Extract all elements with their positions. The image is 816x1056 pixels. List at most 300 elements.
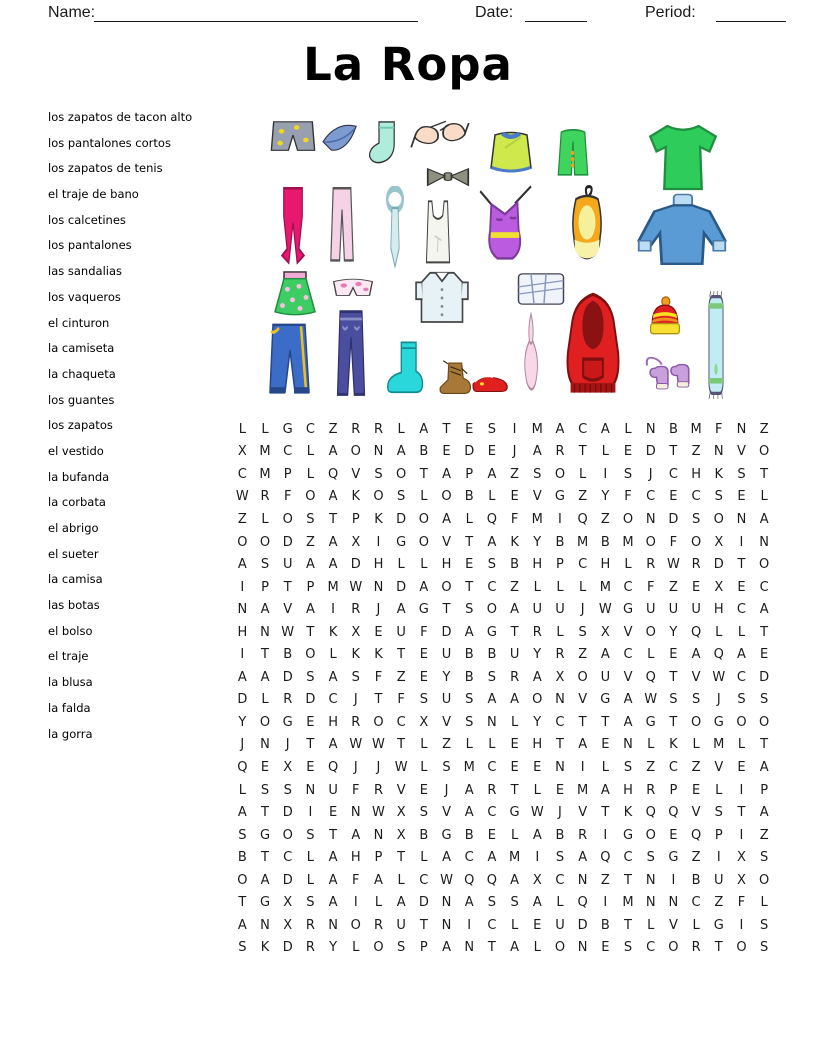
grid-letter[interactable]: D bbox=[350, 557, 361, 573]
grid-letter[interactable]: A bbox=[237, 917, 247, 933]
grid-letter[interactable]: P bbox=[374, 850, 383, 866]
grid-letter[interactable]: Q bbox=[668, 805, 679, 821]
grid-letter[interactable]: P bbox=[465, 466, 474, 482]
grid-letter[interactable]: I bbox=[603, 827, 608, 843]
grid-letter[interactable]: J bbox=[353, 759, 358, 775]
grid-letter[interactable]: C bbox=[328, 692, 338, 708]
grid-letter[interactable]: Z bbox=[691, 759, 701, 775]
grid-letter[interactable]: G bbox=[259, 827, 271, 843]
grid-letter[interactable]: A bbox=[328, 669, 338, 685]
grid-letter[interactable]: A bbox=[759, 759, 769, 775]
grid-letter[interactable]: T bbox=[669, 714, 678, 730]
grid-letter[interactable]: R bbox=[305, 917, 315, 933]
grid-letter[interactable]: S bbox=[465, 692, 474, 708]
grid-letter[interactable]: C bbox=[759, 579, 769, 595]
grid-letter[interactable]: A bbox=[487, 850, 497, 866]
grid-letter[interactable]: B bbox=[419, 827, 429, 843]
grid-letter[interactable]: O bbox=[645, 827, 656, 843]
grid-letter[interactable]: Q bbox=[713, 647, 724, 663]
grid-letter[interactable]: N bbox=[645, 511, 656, 527]
grid-letter[interactable]: Q bbox=[327, 759, 339, 775]
grid-letter[interactable]: S bbox=[238, 940, 247, 956]
grid-letter[interactable]: D bbox=[282, 805, 293, 821]
grid-letter[interactable]: I bbox=[240, 579, 245, 595]
grid-letter[interactable]: C bbox=[396, 714, 406, 730]
grid-letter[interactable]: V bbox=[737, 444, 746, 460]
grid-letter[interactable]: L bbox=[238, 421, 246, 437]
grid-letter[interactable]: N bbox=[441, 917, 452, 933]
grid-letter[interactable]: N bbox=[759, 534, 770, 550]
grid-letter[interactable]: C bbox=[487, 805, 497, 821]
grid-letter[interactable]: C bbox=[623, 647, 633, 663]
grid-letter[interactable]: L bbox=[579, 466, 587, 482]
grid-letter[interactable]: B bbox=[464, 827, 474, 843]
grid-letter[interactable]: A bbox=[237, 805, 247, 821]
grid-letter[interactable]: T bbox=[465, 534, 474, 550]
grid-letter[interactable]: G bbox=[622, 827, 634, 843]
grid-letter[interactable]: G bbox=[713, 917, 724, 933]
grid-letter[interactable]: L bbox=[737, 624, 746, 640]
grid-letter[interactable]: L bbox=[556, 624, 564, 640]
grid-letter[interactable]: Q bbox=[237, 759, 248, 775]
grid-letter[interactable]: T bbox=[760, 737, 769, 753]
grid-letter[interactable]: G bbox=[509, 805, 520, 821]
grid-letter[interactable]: N bbox=[645, 895, 656, 911]
grid-letter[interactable]: A bbox=[305, 602, 315, 618]
grid-letter[interactable]: V bbox=[578, 692, 588, 708]
grid-letter[interactable]: E bbox=[328, 805, 338, 821]
grid-letter[interactable]: X bbox=[714, 534, 724, 550]
grid-letter[interactable]: Z bbox=[691, 850, 701, 866]
grid-letter[interactable]: W bbox=[372, 737, 385, 753]
grid-letter[interactable]: P bbox=[283, 466, 292, 482]
grid-letter[interactable]: L bbox=[420, 850, 428, 866]
grid-letter[interactable]: X bbox=[351, 534, 361, 550]
grid-letter[interactable]: H bbox=[532, 557, 543, 573]
grid-letter[interactable]: F bbox=[737, 895, 746, 911]
grid-letter[interactable]: F bbox=[352, 872, 360, 888]
grid-letter[interactable]: B bbox=[464, 489, 474, 505]
grid-letter[interactable]: H bbox=[237, 624, 248, 640]
grid-letter[interactable]: L bbox=[420, 557, 428, 573]
grid-letter[interactable]: T bbox=[510, 624, 519, 640]
grid-letter[interactable]: Z bbox=[759, 827, 769, 843]
grid-letter[interactable]: O bbox=[554, 940, 566, 956]
grid-letter[interactable]: A bbox=[691, 647, 701, 663]
grid-letter[interactable]: A bbox=[464, 895, 474, 911]
grid-letter[interactable]: Z bbox=[600, 511, 610, 527]
grid-letter[interactable]: O bbox=[259, 534, 271, 550]
grid-letter[interactable]: A bbox=[374, 872, 383, 888]
grid-letter[interactable]: M bbox=[259, 466, 271, 482]
grid-letter[interactable]: M bbox=[622, 534, 634, 550]
grid-letter[interactable]: V bbox=[668, 917, 678, 933]
grid-letter[interactable]: W bbox=[372, 805, 385, 821]
grid-letter[interactable]: E bbox=[419, 782, 428, 798]
grid-letter[interactable]: U bbox=[600, 669, 611, 685]
grid-letter[interactable]: G bbox=[554, 489, 565, 505]
grid-letter[interactable]: U bbox=[441, 647, 452, 663]
grid-letter[interactable]: C bbox=[623, 579, 633, 595]
grid-letter[interactable]: B bbox=[691, 872, 701, 888]
grid-letter[interactable]: N bbox=[350, 805, 361, 821]
grid-letter[interactable]: G bbox=[486, 624, 497, 640]
grid-letter[interactable]: X bbox=[396, 805, 406, 821]
grid-letter[interactable]: Z bbox=[646, 759, 656, 775]
grid-letter[interactable]: R bbox=[691, 557, 701, 573]
grid-letter[interactable]: Q bbox=[690, 624, 702, 640]
grid-letter[interactable]: N bbox=[373, 827, 384, 843]
grid-letter[interactable]: O bbox=[577, 669, 588, 685]
grid-letter[interactable]: G bbox=[282, 714, 293, 730]
grid-letter[interactable]: A bbox=[396, 602, 406, 618]
grid-letter[interactable]: E bbox=[465, 557, 474, 573]
grid-letter[interactable]: D bbox=[668, 511, 679, 527]
grid-letter[interactable]: O bbox=[532, 692, 543, 708]
grid-letter[interactable]: S bbox=[465, 602, 474, 618]
grid-letter[interactable]: I bbox=[603, 895, 608, 911]
grid-letter[interactable]: A bbox=[442, 940, 451, 956]
grid-letter[interactable]: A bbox=[442, 466, 451, 482]
grid-letter[interactable]: T bbox=[283, 579, 292, 595]
grid-letter[interactable]: A bbox=[487, 466, 497, 482]
grid-letter[interactable]: C bbox=[668, 466, 678, 482]
grid-letter[interactable]: X bbox=[396, 827, 406, 843]
grid-letter[interactable]: L bbox=[601, 444, 609, 460]
grid-letter[interactable]: C bbox=[419, 872, 429, 888]
grid-letter[interactable]: N bbox=[736, 421, 747, 437]
grid-letter[interactable]: E bbox=[487, 444, 497, 460]
grid-letter[interactable]: F bbox=[646, 579, 655, 595]
grid-letter[interactable]: L bbox=[510, 917, 519, 933]
grid-letter[interactable]: I bbox=[580, 759, 585, 775]
grid-letter[interactable]: N bbox=[577, 940, 588, 956]
grid-letter[interactable]: D bbox=[282, 534, 293, 550]
grid-letter[interactable]: S bbox=[691, 511, 701, 527]
grid-letter[interactable]: P bbox=[714, 827, 723, 843]
grid-letter[interactable]: O bbox=[282, 827, 293, 843]
grid-letter[interactable]: C bbox=[487, 917, 497, 933]
grid-letter[interactable]: I bbox=[671, 872, 676, 888]
grid-letter[interactable]: W bbox=[666, 557, 680, 573]
grid-letter[interactable]: O bbox=[759, 557, 770, 573]
grid-letter[interactable]: D bbox=[237, 692, 248, 708]
grid-letter[interactable]: A bbox=[759, 805, 769, 821]
grid-letter[interactable]: Q bbox=[464, 872, 475, 888]
grid-letter[interactable]: L bbox=[397, 421, 405, 437]
grid-letter[interactable]: M bbox=[531, 421, 543, 437]
grid-letter[interactable]: G bbox=[396, 534, 407, 550]
grid-letter[interactable]: R bbox=[283, 692, 293, 708]
grid-letter[interactable]: A bbox=[600, 647, 610, 663]
grid-letter[interactable]: E bbox=[533, 917, 542, 933]
grid-letter[interactable]: T bbox=[261, 850, 269, 866]
grid-letter[interactable]: H bbox=[350, 850, 361, 866]
grid-letter[interactable]: E bbox=[306, 714, 315, 730]
grid-letter[interactable]: H bbox=[691, 466, 701, 482]
grid-letter[interactable]: O bbox=[554, 466, 566, 482]
grid-letter[interactable]: A bbox=[555, 421, 565, 437]
grid-letter[interactable]: O bbox=[350, 917, 361, 933]
grid-letter[interactable]: L bbox=[601, 759, 609, 775]
grid-letter[interactable]: G bbox=[282, 421, 293, 437]
grid-letter[interactable]: Q bbox=[486, 872, 498, 888]
grid-letter[interactable]: S bbox=[306, 669, 315, 685]
grid-letter[interactable]: W bbox=[349, 579, 363, 595]
grid-letter[interactable]: R bbox=[646, 782, 656, 798]
grid-letter[interactable]: A bbox=[419, 421, 429, 437]
grid-letter[interactable]: V bbox=[623, 669, 633, 685]
grid-letter[interactable]: I bbox=[603, 466, 608, 482]
grid-letter[interactable]: L bbox=[397, 872, 405, 888]
grid-letter[interactable]: L bbox=[306, 872, 315, 888]
grid-letter[interactable]: X bbox=[737, 872, 746, 888]
grid-letter[interactable]: D bbox=[282, 940, 293, 956]
grid-letter[interactable]: Z bbox=[510, 579, 520, 595]
grid-letter[interactable]: A bbox=[260, 669, 270, 685]
grid-letter[interactable]: X bbox=[532, 872, 542, 888]
grid-letter[interactable]: S bbox=[487, 557, 497, 573]
grid-letter[interactable]: S bbox=[578, 624, 587, 640]
grid-letter[interactable]: S bbox=[442, 759, 451, 775]
grid-letter[interactable]: T bbox=[261, 647, 269, 663]
grid-letter[interactable]: T bbox=[714, 940, 723, 956]
grid-letter[interactable]: A bbox=[442, 850, 451, 866]
grid-letter[interactable]: U bbox=[441, 692, 452, 708]
grid-letter[interactable]: P bbox=[669, 782, 678, 798]
grid-letter[interactable]: K bbox=[374, 511, 383, 527]
grid-letter[interactable]: N bbox=[373, 444, 384, 460]
grid-letter[interactable]: A bbox=[260, 602, 270, 618]
grid-letter[interactable]: N bbox=[668, 895, 679, 911]
grid-letter[interactable]: E bbox=[260, 759, 270, 775]
grid-letter[interactable]: Z bbox=[578, 647, 588, 663]
grid-letter[interactable]: N bbox=[577, 872, 588, 888]
grid-letter[interactable]: S bbox=[646, 850, 655, 866]
grid-letter[interactable]: C bbox=[623, 850, 633, 866]
grid-letter[interactable]: B bbox=[487, 647, 497, 663]
grid-letter[interactable]: S bbox=[623, 759, 633, 775]
grid-letter[interactable]: W bbox=[598, 602, 612, 618]
grid-letter[interactable]: E bbox=[737, 579, 746, 595]
grid-letter[interactable]: L bbox=[510, 714, 519, 730]
grid-letter[interactable]: L bbox=[306, 850, 315, 866]
grid-letter[interactable]: L bbox=[647, 917, 655, 933]
grid-letter[interactable]: B bbox=[237, 850, 247, 866]
grid-letter[interactable]: R bbox=[555, 647, 565, 663]
grid-letter[interactable]: P bbox=[306, 579, 315, 595]
grid-letter[interactable]: L bbox=[533, 579, 541, 595]
grid-letter[interactable]: Q bbox=[645, 669, 656, 685]
grid-letter[interactable]: A bbox=[737, 647, 746, 663]
grid-letter[interactable]: E bbox=[623, 444, 633, 460]
grid-letter[interactable]: A bbox=[442, 511, 451, 527]
grid-letter[interactable]: E bbox=[465, 421, 474, 437]
grid-letter[interactable]: I bbox=[240, 647, 245, 663]
grid-letter[interactable]: M bbox=[690, 421, 702, 437]
date-blank[interactable] bbox=[525, 3, 587, 22]
grid-letter[interactable]: I bbox=[331, 602, 336, 618]
grid-letter[interactable]: T bbox=[329, 827, 338, 843]
grid-letter[interactable]: I bbox=[558, 511, 562, 527]
grid-letter[interactable]: F bbox=[352, 782, 360, 798]
grid-letter[interactable]: G bbox=[418, 602, 429, 618]
grid-letter[interactable]: S bbox=[623, 466, 633, 482]
grid-letter[interactable]: B bbox=[283, 647, 293, 663]
grid-letter[interactable]: K bbox=[351, 489, 361, 505]
grid-letter[interactable]: A bbox=[305, 557, 315, 573]
grid-letter[interactable]: Z bbox=[442, 737, 451, 753]
grid-letter[interactable]: A bbox=[600, 782, 610, 798]
grid-letter[interactable]: C bbox=[646, 940, 656, 956]
grid-letter[interactable]: S bbox=[669, 692, 678, 708]
grid-letter[interactable]: D bbox=[713, 557, 724, 573]
grid-letter[interactable]: J bbox=[580, 602, 585, 618]
grid-letter[interactable]: L bbox=[306, 444, 315, 460]
grid-letter[interactable]: S bbox=[691, 692, 701, 708]
grid-letter[interactable]: S bbox=[419, 805, 428, 821]
grid-letter[interactable]: P bbox=[419, 940, 428, 956]
grid-letter[interactable]: E bbox=[442, 444, 451, 460]
grid-letter[interactable]: V bbox=[691, 669, 701, 685]
grid-letter[interactable]: G bbox=[668, 850, 679, 866]
grid-letter[interactable]: F bbox=[374, 669, 383, 685]
grid-letter[interactable]: T bbox=[510, 782, 519, 798]
grid-letter[interactable]: J bbox=[376, 759, 381, 775]
grid-letter[interactable]: N bbox=[237, 602, 248, 618]
grid-letter[interactable]: I bbox=[467, 917, 472, 933]
grid-letter[interactable]: O bbox=[622, 511, 634, 527]
grid-letter[interactable]: R bbox=[555, 444, 565, 460]
grid-letter[interactable]: H bbox=[441, 557, 452, 573]
grid-letter[interactable]: M bbox=[531, 511, 543, 527]
grid-letter[interactable]: C bbox=[691, 895, 701, 911]
grid-letter[interactable]: T bbox=[760, 466, 769, 482]
grid-letter[interactable]: N bbox=[736, 511, 747, 527]
grid-letter[interactable]: G bbox=[645, 714, 656, 730]
grid-letter[interactable]: A bbox=[328, 534, 338, 550]
grid-letter[interactable]: D bbox=[441, 624, 452, 640]
grid-letter[interactable]: C bbox=[578, 421, 588, 437]
grid-letter[interactable]: T bbox=[419, 466, 428, 482]
grid-letter[interactable]: Z bbox=[759, 421, 769, 437]
grid-letter[interactable]: Y bbox=[238, 714, 247, 730]
grid-letter[interactable]: S bbox=[714, 489, 723, 505]
grid-letter[interactable]: B bbox=[510, 557, 520, 573]
grid-letter[interactable]: L bbox=[420, 737, 428, 753]
grid-letter[interactable]: S bbox=[374, 466, 383, 482]
grid-letter[interactable]: A bbox=[510, 602, 520, 618]
grid-letter[interactable]: D bbox=[305, 692, 316, 708]
grid-letter[interactable]: E bbox=[510, 489, 519, 505]
grid-letter[interactable]: S bbox=[555, 850, 565, 866]
grid-letter[interactable]: O bbox=[713, 511, 724, 527]
grid-letter[interactable]: U bbox=[282, 557, 293, 573]
grid-letter[interactable]: O bbox=[645, 624, 656, 640]
grid-letter[interactable]: O bbox=[305, 489, 316, 505]
grid-letter[interactable]: I bbox=[739, 827, 744, 843]
grid-letter[interactable]: O bbox=[441, 489, 452, 505]
grid-letter[interactable]: B bbox=[464, 669, 474, 685]
grid-letter[interactable]: E bbox=[691, 782, 701, 798]
grid-letter[interactable]: F bbox=[715, 421, 723, 437]
grid-letter[interactable]: L bbox=[261, 421, 269, 437]
grid-letter[interactable]: N bbox=[441, 895, 452, 911]
grid-letter[interactable]: I bbox=[739, 917, 744, 933]
grid-letter[interactable]: V bbox=[578, 805, 588, 821]
grid-letter[interactable]: F bbox=[420, 624, 428, 640]
grid-letter[interactable]: T bbox=[487, 940, 496, 956]
grid-letter[interactable]: G bbox=[441, 827, 452, 843]
grid-letter[interactable]: L bbox=[420, 759, 428, 775]
grid-letter[interactable]: N bbox=[555, 692, 565, 708]
grid-letter[interactable]: E bbox=[419, 647, 428, 663]
grid-letter[interactable]: D bbox=[577, 917, 588, 933]
grid-letter[interactable]: T bbox=[669, 444, 678, 460]
grid-letter[interactable]: A bbox=[464, 624, 474, 640]
grid-letter[interactable]: O bbox=[690, 714, 702, 730]
grid-letter[interactable]: O bbox=[418, 511, 429, 527]
grid-letter[interactable]: S bbox=[306, 511, 315, 527]
grid-letter[interactable]: F bbox=[669, 534, 678, 550]
grid-letter[interactable]: O bbox=[237, 872, 248, 888]
grid-letter[interactable]: Q bbox=[577, 895, 588, 911]
grid-letter[interactable]: S bbox=[397, 489, 406, 505]
grid-letter[interactable]: X bbox=[555, 669, 565, 685]
grid-letter[interactable]: S bbox=[238, 827, 247, 843]
grid-letter[interactable]: L bbox=[760, 895, 768, 911]
grid-letter[interactable]: J bbox=[444, 782, 449, 798]
grid-letter[interactable]: X bbox=[737, 850, 746, 866]
grid-letter[interactable]: W bbox=[440, 872, 453, 888]
grid-letter[interactable]: H bbox=[623, 782, 633, 798]
grid-letter[interactable]: E bbox=[419, 669, 428, 685]
grid-letter[interactable]: I bbox=[739, 782, 744, 798]
grid-letter[interactable]: B bbox=[668, 421, 678, 437]
grid-letter[interactable]: O bbox=[441, 579, 452, 595]
grid-letter[interactable]: E bbox=[306, 759, 315, 775]
grid-letter[interactable]: L bbox=[692, 917, 700, 933]
grid-letter[interactable]: V bbox=[714, 759, 724, 775]
grid-letter[interactable]: M bbox=[622, 895, 634, 911]
grid-letter[interactable]: G bbox=[713, 714, 724, 730]
grid-letter[interactable]: Z bbox=[396, 669, 406, 685]
grid-letter[interactable]: L bbox=[556, 579, 564, 595]
grid-letter[interactable]: N bbox=[623, 737, 633, 753]
grid-letter[interactable]: L bbox=[692, 737, 700, 753]
grid-letter[interactable]: W bbox=[349, 737, 363, 753]
grid-letter[interactable]: C bbox=[736, 669, 746, 685]
grid-letter[interactable]: W bbox=[530, 805, 544, 821]
grid-letter[interactable]: Z bbox=[578, 489, 588, 505]
grid-letter[interactable]: S bbox=[397, 940, 406, 956]
grid-letter[interactable]: L bbox=[306, 466, 315, 482]
grid-letter[interactable]: I bbox=[376, 534, 381, 550]
grid-letter[interactable]: S bbox=[533, 466, 542, 482]
grid-letter[interactable]: A bbox=[328, 850, 338, 866]
grid-letter[interactable]: D bbox=[396, 579, 407, 595]
grid-letter[interactable]: A bbox=[600, 421, 610, 437]
grid-letter[interactable]: L bbox=[420, 489, 428, 505]
grid-letter[interactable]: A bbox=[487, 692, 497, 708]
grid-letter[interactable]: G bbox=[259, 895, 271, 911]
grid-letter[interactable]: C bbox=[668, 759, 678, 775]
grid-letter[interactable]: T bbox=[601, 714, 610, 730]
grid-letter[interactable]: R bbox=[305, 940, 315, 956]
grid-letter[interactable]: T bbox=[419, 917, 428, 933]
grid-letter[interactable]: S bbox=[510, 895, 519, 911]
grid-letter[interactable]: U bbox=[645, 602, 656, 618]
